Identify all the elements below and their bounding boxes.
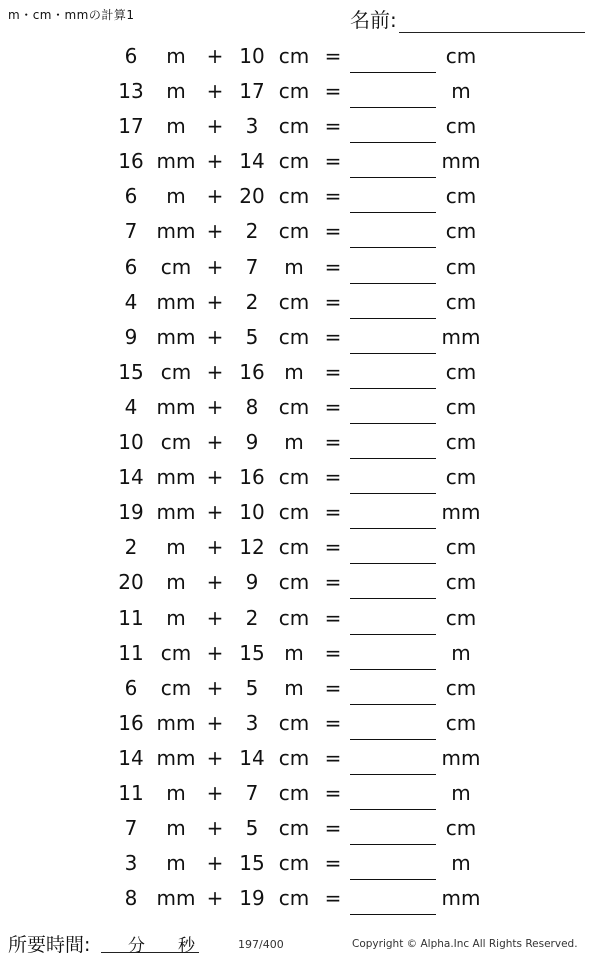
plus-sign: + bbox=[206, 289, 224, 314]
second-unit: cm bbox=[278, 535, 310, 560]
first-unit: mm bbox=[156, 289, 196, 314]
answer-unit: cm bbox=[445, 219, 477, 244]
first-number: 11 bbox=[118, 640, 144, 665]
problem-row bbox=[0, 810, 600, 845]
second-number: 16 bbox=[239, 465, 265, 490]
problem-row bbox=[0, 354, 600, 389]
answer-unit: cm bbox=[445, 359, 477, 384]
first-number: 14 bbox=[118, 745, 144, 770]
problem-row bbox=[0, 459, 600, 494]
first-number: 11 bbox=[118, 605, 144, 630]
second-unit: cm bbox=[278, 184, 310, 209]
first-number: 19 bbox=[118, 500, 144, 525]
answer-unit: cm bbox=[445, 184, 477, 209]
first-number: 14 bbox=[118, 465, 144, 490]
problem-list bbox=[0, 38, 600, 915]
plus-sign: + bbox=[206, 851, 224, 876]
answer-unit: cm bbox=[445, 254, 477, 279]
problem-row bbox=[0, 705, 600, 740]
first-number: 16 bbox=[118, 149, 144, 174]
equals-sign: = bbox=[324, 675, 342, 700]
answer-blank[interactable] bbox=[350, 914, 436, 915]
second-number: 10 bbox=[239, 44, 265, 68]
plus-sign: + bbox=[206, 359, 224, 384]
plus-sign: + bbox=[206, 745, 224, 770]
first-number: 8 bbox=[124, 886, 138, 911]
name-field[interactable] bbox=[399, 10, 585, 33]
plus-sign: + bbox=[206, 254, 224, 279]
second-number: 10 bbox=[239, 500, 265, 525]
equals-sign: = bbox=[324, 114, 342, 139]
first-unit: mm bbox=[156, 149, 196, 174]
second-unit: m bbox=[284, 254, 304, 279]
problem-row bbox=[0, 249, 600, 284]
first-number: 3 bbox=[124, 851, 138, 876]
minutes-label: 分 bbox=[128, 936, 145, 956]
plus-sign: + bbox=[206, 79, 224, 104]
plus-sign: + bbox=[206, 465, 224, 490]
first-number: 17 bbox=[118, 114, 144, 139]
first-number: 11 bbox=[118, 780, 144, 805]
first-number: 6 bbox=[124, 254, 138, 279]
problem-row bbox=[0, 213, 600, 248]
name-label: 名前: bbox=[350, 8, 397, 32]
time-required-label: 所要時間: bbox=[8, 934, 91, 956]
second-number: 19 bbox=[239, 886, 265, 911]
first-unit: mm bbox=[156, 465, 196, 490]
second-unit: cm bbox=[278, 394, 310, 419]
answer-unit: cm bbox=[445, 710, 477, 735]
second-number: 5 bbox=[245, 675, 259, 700]
problem-row bbox=[0, 845, 600, 880]
problem-row bbox=[0, 635, 600, 670]
equals-sign: = bbox=[324, 184, 342, 209]
answer-unit: cm bbox=[445, 289, 477, 314]
second-unit: m bbox=[284, 430, 304, 455]
answer-unit: mm bbox=[441, 745, 481, 770]
second-number: 8 bbox=[245, 394, 259, 419]
second-unit: m bbox=[284, 640, 304, 665]
second-number: 5 bbox=[245, 324, 259, 349]
first-unit: cm bbox=[160, 640, 192, 665]
equals-sign: = bbox=[324, 745, 342, 770]
answer-unit: mm bbox=[441, 149, 481, 174]
second-number: 16 bbox=[239, 359, 265, 384]
second-unit: cm bbox=[278, 79, 310, 104]
problem-row bbox=[0, 73, 600, 108]
second-number: 12 bbox=[239, 535, 265, 560]
problem-row bbox=[0, 38, 600, 73]
first-unit: mm bbox=[156, 324, 196, 349]
answer-unit: cm bbox=[445, 570, 477, 595]
second-number: 14 bbox=[239, 149, 265, 174]
second-number: 14 bbox=[239, 745, 265, 770]
equals-sign: = bbox=[324, 324, 342, 349]
problem-row bbox=[0, 880, 600, 915]
page-number: 197/400 bbox=[238, 938, 284, 951]
second-number: 15 bbox=[239, 640, 265, 665]
problem-row bbox=[0, 178, 600, 213]
first-number: 10 bbox=[118, 430, 144, 455]
first-number: 7 bbox=[124, 219, 138, 244]
first-unit: m bbox=[166, 79, 186, 104]
plus-sign: + bbox=[206, 535, 224, 560]
problem-row bbox=[0, 564, 600, 599]
second-unit: cm bbox=[278, 710, 310, 735]
plus-sign: + bbox=[206, 430, 224, 455]
answer-unit: cm bbox=[445, 394, 477, 419]
problem-row bbox=[0, 494, 600, 529]
answer-unit: m bbox=[451, 79, 471, 104]
equals-sign: = bbox=[324, 149, 342, 174]
first-number: 20 bbox=[118, 570, 144, 595]
problem-row bbox=[0, 529, 600, 564]
second-unit: m bbox=[284, 359, 304, 384]
equals-sign: = bbox=[324, 816, 342, 841]
first-unit: m bbox=[166, 535, 186, 560]
second-number: 20 bbox=[239, 184, 265, 209]
plus-sign: + bbox=[206, 886, 224, 911]
second-unit: m bbox=[284, 675, 304, 700]
plus-sign: + bbox=[206, 780, 224, 805]
first-unit: mm bbox=[156, 710, 196, 735]
first-unit: m bbox=[166, 570, 186, 595]
copyright-notice: Copyright © Alpha.Inc All Rights Reserved. bbox=[352, 938, 578, 950]
equals-sign: = bbox=[324, 886, 342, 911]
first-number: 16 bbox=[118, 710, 144, 735]
second-number: 7 bbox=[245, 254, 259, 279]
second-unit: cm bbox=[278, 114, 310, 139]
second-unit: cm bbox=[278, 851, 310, 876]
first-unit: m bbox=[166, 44, 186, 68]
first-unit: m bbox=[166, 816, 186, 841]
plus-sign: + bbox=[206, 500, 224, 525]
answer-unit: mm bbox=[441, 324, 481, 349]
plus-sign: + bbox=[206, 149, 224, 174]
problem-row bbox=[0, 389, 600, 424]
second-unit: cm bbox=[278, 780, 310, 805]
second-number: 2 bbox=[245, 219, 259, 244]
second-unit: cm bbox=[278, 219, 310, 244]
first-unit: mm bbox=[156, 394, 196, 419]
plus-sign: + bbox=[206, 219, 224, 244]
equals-sign: = bbox=[324, 605, 342, 630]
second-unit: cm bbox=[278, 816, 310, 841]
equals-sign: = bbox=[324, 500, 342, 525]
second-unit: cm bbox=[278, 44, 310, 68]
second-number: 3 bbox=[245, 114, 259, 139]
second-unit: cm bbox=[278, 289, 310, 314]
problem-row bbox=[0, 319, 600, 354]
first-number: 13 bbox=[118, 79, 144, 104]
answer-unit: cm bbox=[445, 465, 477, 490]
answer-unit: mm bbox=[441, 886, 481, 911]
plus-sign: + bbox=[206, 394, 224, 419]
answer-unit: m bbox=[451, 640, 471, 665]
first-number: 9 bbox=[124, 324, 138, 349]
equals-sign: = bbox=[324, 780, 342, 805]
second-number: 2 bbox=[245, 605, 259, 630]
equals-sign: = bbox=[324, 710, 342, 735]
answer-unit: cm bbox=[445, 605, 477, 630]
equals-sign: = bbox=[324, 359, 342, 384]
answer-unit: cm bbox=[445, 114, 477, 139]
equals-sign: = bbox=[324, 535, 342, 560]
answer-unit: m bbox=[451, 851, 471, 876]
answer-unit: cm bbox=[445, 816, 477, 841]
second-unit: cm bbox=[278, 745, 310, 770]
first-unit: cm bbox=[160, 675, 192, 700]
equals-sign: = bbox=[324, 79, 342, 104]
first-unit: m bbox=[166, 605, 186, 630]
first-unit: m bbox=[166, 184, 186, 209]
seconds-label: 秒 bbox=[178, 936, 195, 956]
equals-sign: = bbox=[324, 394, 342, 419]
second-unit: cm bbox=[278, 500, 310, 525]
first-number: 6 bbox=[124, 184, 138, 209]
first-number: 2 bbox=[124, 535, 138, 560]
first-number: 15 bbox=[118, 359, 144, 384]
problem-row bbox=[0, 600, 600, 635]
plus-sign: + bbox=[206, 605, 224, 630]
plus-sign: + bbox=[206, 675, 224, 700]
first-unit: mm bbox=[156, 500, 196, 525]
equals-sign: = bbox=[324, 640, 342, 665]
second-number: 7 bbox=[245, 780, 259, 805]
equals-sign: = bbox=[324, 44, 342, 68]
first-number: 4 bbox=[124, 394, 138, 419]
second-number: 2 bbox=[245, 289, 259, 314]
second-unit: cm bbox=[278, 149, 310, 174]
second-number: 9 bbox=[245, 570, 259, 595]
problem-row bbox=[0, 143, 600, 178]
problem-row bbox=[0, 284, 600, 319]
plus-sign: + bbox=[206, 816, 224, 841]
problem-row bbox=[0, 775, 600, 810]
equals-sign: = bbox=[324, 219, 342, 244]
first-unit: mm bbox=[156, 219, 196, 244]
first-unit: mm bbox=[156, 886, 196, 911]
plus-sign: + bbox=[206, 324, 224, 349]
first-number: 4 bbox=[124, 289, 138, 314]
first-number: 6 bbox=[124, 44, 138, 68]
second-number: 5 bbox=[245, 816, 259, 841]
plus-sign: + bbox=[206, 640, 224, 665]
first-number: 7 bbox=[124, 816, 138, 841]
second-number: 17 bbox=[239, 79, 265, 104]
first-unit: cm bbox=[160, 254, 192, 279]
equals-sign: = bbox=[324, 465, 342, 490]
equals-sign: = bbox=[324, 851, 342, 876]
second-unit: cm bbox=[278, 324, 310, 349]
first-unit: cm bbox=[160, 430, 192, 455]
second-unit: cm bbox=[278, 605, 310, 630]
equals-sign: = bbox=[324, 289, 342, 314]
second-unit: cm bbox=[278, 886, 310, 911]
equals-sign: = bbox=[324, 570, 342, 595]
answer-unit: cm bbox=[445, 675, 477, 700]
first-unit: mm bbox=[156, 745, 196, 770]
equals-sign: = bbox=[324, 430, 342, 455]
answer-unit: m bbox=[451, 780, 471, 805]
second-unit: cm bbox=[278, 465, 310, 490]
problem-row bbox=[0, 740, 600, 775]
second-number: 9 bbox=[245, 430, 259, 455]
problem-row bbox=[0, 670, 600, 705]
plus-sign: + bbox=[206, 114, 224, 139]
worksheet-title: m・cm・mmの計算1 bbox=[8, 8, 135, 22]
second-unit: cm bbox=[278, 570, 310, 595]
problem-row bbox=[0, 108, 600, 143]
first-unit: m bbox=[166, 780, 186, 805]
name-area bbox=[350, 4, 585, 33]
plus-sign: + bbox=[206, 710, 224, 735]
first-unit: m bbox=[166, 114, 186, 139]
second-number: 3 bbox=[245, 710, 259, 735]
plus-sign: + bbox=[206, 184, 224, 209]
second-number: 15 bbox=[239, 851, 265, 876]
plus-sign: + bbox=[206, 44, 224, 68]
answer-unit: cm bbox=[445, 535, 477, 560]
problem-row bbox=[0, 424, 600, 459]
answer-unit: cm bbox=[445, 430, 477, 455]
equals-sign: = bbox=[324, 254, 342, 279]
first-unit: m bbox=[166, 851, 186, 876]
footer bbox=[0, 928, 600, 957]
plus-sign: + bbox=[206, 570, 224, 595]
answer-unit: mm bbox=[441, 500, 481, 525]
first-unit: cm bbox=[160, 359, 192, 384]
answer-unit: cm bbox=[445, 44, 477, 68]
first-number: 6 bbox=[124, 675, 138, 700]
